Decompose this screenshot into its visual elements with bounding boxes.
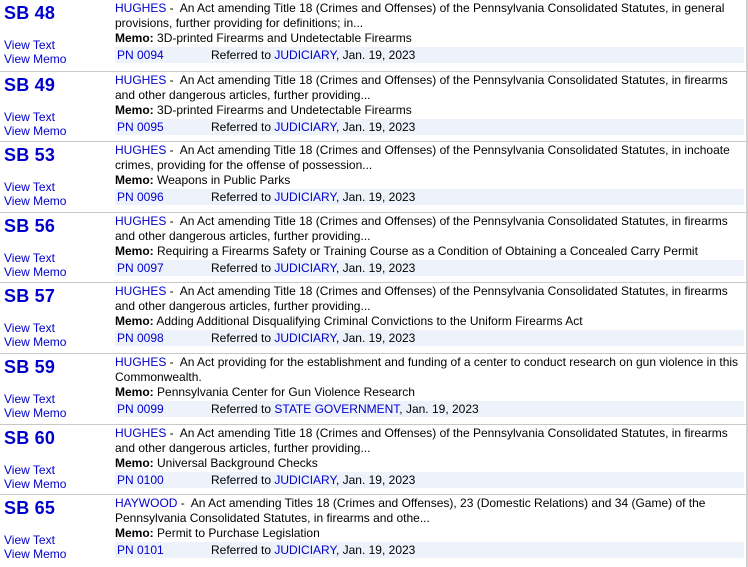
separator: - [166,143,180,158]
view-text-link[interactable]: View Text [4,321,55,336]
view-memo-link[interactable]: View Memo [4,335,67,350]
printer-number-row [115,542,744,558]
referred-label: Referred to [211,331,272,346]
printer-number-link[interactable]: PN 0101 [117,543,164,558]
view-memo-link[interactable]: View Memo [4,194,67,209]
referred-label: Referred to [211,472,272,487]
bill-row [0,424,748,495]
bill-number-link[interactable]: SB 60 [4,427,56,448]
referred-label: Referred to [211,48,272,62]
bill-number-link[interactable]: SB 57 [4,286,56,307]
printer-number-row [115,472,744,488]
view-text-link[interactable]: View Text [4,109,55,124]
referral-date: , Jan. 19, 2023 [335,190,416,205]
referred-label: Referred to [211,190,272,205]
bill-number-link[interactable]: SB 53 [4,145,56,166]
sponsor-link[interactable]: HUGHES [115,72,167,87]
separator: - [166,284,180,299]
printer-number-link[interactable]: PN 0097 [117,260,164,275]
view-memo-link[interactable]: View Memo [4,52,67,66]
bill-links [4,495,104,565]
bill-row [0,353,748,424]
bill-description: An Act amending Title 18 (Crimes and Offenses) of the Pennsylvania Consolidated Statutes, in firearms and other dangerous articles, further providing... [115,284,728,314]
bill-row [0,141,748,212]
referral-status [211,189,415,205]
bill-row [0,212,748,283]
memo-line [115,103,744,118]
bill-description-line [115,73,744,103]
bill-description-line [115,284,744,314]
bill-details [115,73,744,135]
bill-number-link[interactable]: SB 49 [4,74,56,95]
referral-status [211,472,415,488]
bill-links [4,142,104,212]
sponsor-link[interactable]: HUGHES [115,284,167,299]
bill-description-line [115,214,744,244]
bill-description: An Act amending Title 18 (Crimes and Offenses) of the Pennsylvania Consolidated Statutes, in firearms and other dangerous articles, further providing... [115,72,728,102]
bill-description-line [115,1,744,31]
bill-row [0,282,748,353]
sponsor-link[interactable]: HUGHES [115,425,167,440]
bill-details [115,143,744,205]
view-text-link[interactable]: View Text [4,38,55,52]
separator: - [166,354,180,369]
bill-description-line [115,355,744,385]
printer-number-row [115,189,744,205]
printer-number-link[interactable]: PN 0100 [117,472,164,487]
referral-date: , Jan. 19, 2023 [335,543,416,558]
memo-line [115,173,744,188]
separator: - [166,72,180,87]
printer-number-link[interactable]: PN 0098 [117,331,164,346]
memo-title: 3D-printed Firearms and Undetectable Firearms [157,31,412,45]
memo-label: Memo: [115,526,154,541]
sponsor-link[interactable]: HUGHES [115,213,167,228]
separator: - [166,213,180,228]
bill-details [115,214,744,276]
committee-link[interactable]: JUDICIARY [274,472,336,487]
bill-number-link[interactable]: SB 65 [4,498,56,519]
referral-date: , Jan. 19, 2023 [335,472,416,487]
bill-row [0,0,748,71]
printer-number-row [115,260,744,276]
printer-number-link[interactable]: PN 0095 [117,119,164,134]
memo-label: Memo: [115,173,154,188]
memo-label: Memo: [115,31,154,45]
view-memo-link[interactable]: View Memo [4,547,67,562]
committee-link[interactable]: JUDICIARY [274,190,336,205]
referred-label: Referred to [211,260,272,275]
referred-label: Referred to [211,119,272,134]
bill-details [115,1,744,63]
bill-description-line [115,496,744,526]
printer-number-link[interactable]: PN 0099 [117,401,164,416]
memo-title: Requiring a Firearms Safety or Training Course as a Condition of Obtaining a Concealed Carry Permit [157,243,698,258]
committee-link[interactable]: JUDICIARY [274,48,336,62]
referral-status [211,47,415,63]
view-memo-link[interactable]: View Memo [4,123,67,138]
referral-date: , Jan. 19, 2023 [335,260,416,275]
referral-status [211,330,415,346]
bill-description: An Act amending Titles 18 (Crimes and Offenses), 23 (Domestic Relations) and 34 (Game) of the Pennsylvania Consolidated Statutes, in firearms and othe... [115,496,706,526]
memo-title: Pennsylvania Center for Gun Violence Research [157,384,415,399]
memo-title: Weapons in Public Parks [157,173,291,188]
sponsor-link[interactable]: HUGHES [115,143,167,158]
memo-line [115,314,744,329]
sponsor-link[interactable]: HUGHES [115,1,167,15]
memo-label: Memo: [115,102,154,117]
bill-links [4,354,104,424]
separator: - [166,1,180,15]
bill-details [115,426,744,488]
view-memo-link[interactable]: View Memo [4,264,67,279]
memo-line [115,244,744,259]
bill-links [4,213,104,283]
view-text-link[interactable]: View Text [4,391,55,406]
committee-link[interactable]: JUDICIARY [274,543,336,558]
sponsor-link[interactable]: HUGHES [115,354,167,369]
memo-title: Adding Additional Disqualifying Criminal Convictions to the Uniform Firearms Act [156,314,583,329]
bill-links [4,0,104,71]
bill-description-line [115,143,744,173]
referred-label: Referred to [211,401,272,416]
bill-details [115,496,744,558]
memo-label: Memo: [115,384,154,399]
view-memo-link[interactable]: View Memo [4,405,67,420]
bill-row [0,71,748,142]
referral-date: , Jan. 19, 2023 [335,48,416,62]
memo-title: Universal Background Checks [157,455,318,470]
printer-number-row [115,119,744,135]
committee-link[interactable]: JUDICIARY [274,260,336,275]
memo-line [115,526,744,541]
bill-number-link[interactable]: SB 56 [4,215,56,236]
bill-number-link[interactable]: SB 59 [4,356,56,377]
referral-status [211,542,415,558]
view-text-link[interactable]: View Text [4,462,55,477]
referral-date: , Jan. 19, 2023 [335,331,416,346]
view-text-link[interactable]: View Text [4,180,55,195]
bill-links [4,283,104,353]
view-memo-link[interactable]: View Memo [4,476,67,491]
memo-label: Memo: [115,243,154,258]
view-text-link[interactable]: View Text [4,533,55,548]
committee-link[interactable]: STATE GOVERNMENT [274,401,400,416]
bill-row [0,494,748,565]
memo-title: Permit to Purchase Legislation [157,526,320,541]
referred-label: Referred to [211,543,272,558]
bill-description: An Act amending Title 18 (Crimes and Offenses) of the Pennsylvania Consolidated Statutes, in firearms and other dangerous articles, further providing... [115,425,728,455]
memo-title: 3D-printed Firearms and Undetectable Firearms [157,102,412,117]
separator: - [177,496,191,511]
committee-link[interactable]: JUDICIARY [274,331,336,346]
bill-links [4,425,104,495]
memo-line [115,385,744,400]
bill-description-line [115,426,744,456]
view-text-link[interactable]: View Text [4,250,55,265]
printer-number-row [115,330,744,346]
bill-description: An Act amending Title 18 (Crimes and Offenses) of the Pennsylvania Consolidated Statutes, in inchoate crimes, providing for the offense of possession... [115,143,730,173]
bill-details [115,355,744,417]
memo-label: Memo: [115,455,154,470]
bill-description: An Act amending Title 18 (Crimes and Offenses) of the Pennsylvania Consolidated Statutes, in general provisions, further providing for definitions; in... [115,1,725,30]
bill-links [4,72,104,142]
memo-line [115,31,744,46]
referral-date: , Jan. 19, 2023 [335,119,416,134]
memo-line [115,456,744,471]
memo-label: Memo: [115,314,154,329]
separator: - [166,425,180,440]
referral-date: , Jan. 19, 2023 [399,401,479,416]
printer-number-link[interactable]: PN 0094 [117,48,164,62]
referral-status [211,401,479,417]
referral-status [211,119,415,135]
bill-description: An Act providing for the establishment and funding of a center to conduct research on gun violence in this Commonwealth. [115,354,739,384]
referral-status [211,260,415,276]
bill-description: An Act amending Title 18 (Crimes and Offenses) of the Pennsylvania Consolidated Statutes, in firearms and other dangerous articles, further providing... [115,213,728,243]
committee-link[interactable]: JUDICIARY [274,119,336,134]
printer-number-row [115,47,744,63]
bill-number-link[interactable]: SB 48 [4,3,56,23]
sponsor-link[interactable]: HAYWOOD [115,496,178,511]
bill-details [115,284,744,346]
printer-number-link[interactable]: PN 0096 [117,190,164,205]
printer-number-row [115,401,744,417]
